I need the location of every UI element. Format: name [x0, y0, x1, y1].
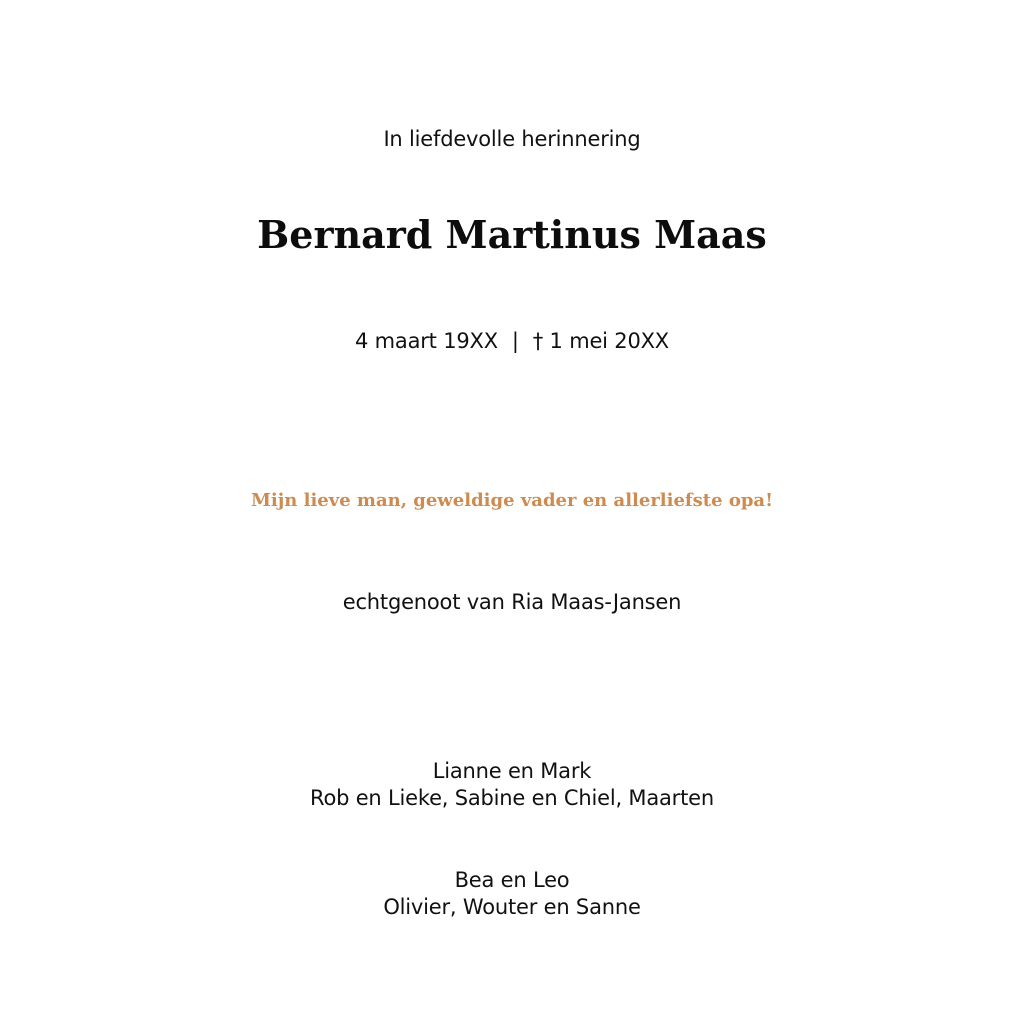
- spouse-line: echtgenoot van Ria Maas-Jansen: [342, 590, 682, 614]
- tagline: Mijn lieve man, geweldige vader en allerliefste opa!: [251, 490, 773, 511]
- date-separator: |: [511, 329, 519, 353]
- family-children: Olivier, Wouter en Sanne: [383, 895, 641, 919]
- birth-date: 4 maart 19XX: [355, 329, 498, 353]
- death-date: † 1 mei 20XX: [532, 329, 669, 353]
- family-children: Rob en Lieke, Sabine en Chiel, Maarten: [310, 786, 714, 810]
- family-couple: Lianne en Mark: [432, 759, 592, 783]
- life-dates: [0, 329, 1024, 353]
- intro-text: In liefdevolle herinnering: [383, 127, 641, 151]
- deceased-name: Bernard Martinus Maas: [257, 212, 767, 257]
- family-couple: Bea en Leo: [454, 868, 570, 892]
